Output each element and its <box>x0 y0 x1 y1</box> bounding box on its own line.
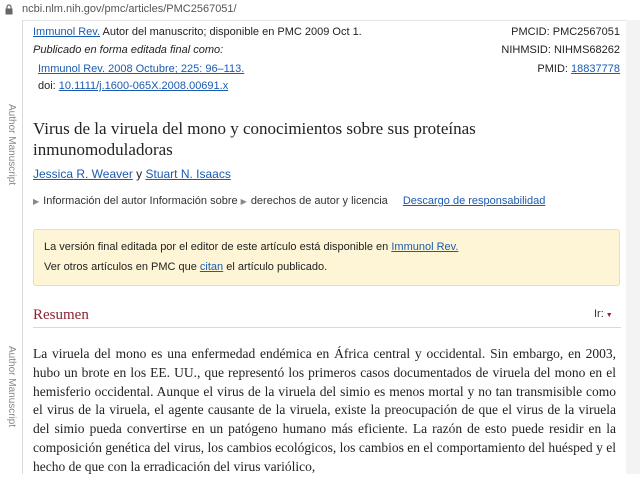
citation-link[interactable]: Immunol Rev. 2008 Octubre; 225: 96–113. <box>38 63 245 75</box>
authors <box>33 167 231 181</box>
article-title: Virus de la viruela del mono y conocimientos sobre sus proteínas inmunomoduladoras <box>33 119 476 159</box>
doi-label: doi: <box>38 80 59 92</box>
goto-label[interactable]: Ir: <box>594 308 604 320</box>
published-label: Publicado en forma editada final como: <box>33 44 224 56</box>
url-text[interactable]: ncbi.nlm.nih.gov/pmc/articles/PMC2567051/ <box>22 3 237 15</box>
sidebar <box>0 20 22 474</box>
author-link[interactable]: Jessica R. Weaver <box>33 167 133 181</box>
notice-text: Ver otros artículos en PMC que <box>44 261 200 273</box>
section-divider <box>33 327 621 328</box>
section-title: Resumen <box>33 307 89 323</box>
manuscript-text: Autor del manuscrito; disponible en PMC 2009 Oct 1. <box>100 26 362 38</box>
manuscript-line <box>33 26 362 38</box>
article-info-links <box>33 195 545 207</box>
author-separator: y <box>132 167 146 181</box>
doi-link[interactable]: 10.1111/j.1600-065X.2008.00691.x <box>58 80 229 92</box>
goto-menu[interactable] <box>594 308 613 320</box>
sidebar-divider <box>22 20 23 474</box>
scrollbar[interactable] <box>626 20 640 474</box>
pmcid: PMCID: PMC2567051 <box>511 26 620 38</box>
disclaimer-link[interactable]: Descargo de responsabilidad <box>402 195 546 207</box>
info-about-text: Información sobre <box>146 195 241 207</box>
author-link[interactable]: Stuart N. Isaacs <box>145 167 231 181</box>
lock-icon <box>5 4 13 15</box>
address-bar[interactable] <box>0 0 640 21</box>
triangle-right-icon: ▶ <box>240 197 247 206</box>
notice-text: el artículo publicado. <box>223 261 328 273</box>
triangle-right-icon: ▶ <box>33 197 40 206</box>
notice-text: La versión final editada por el editor de este artículo está disponible en <box>44 241 392 253</box>
triangle-down-icon: ▼ <box>605 312 613 319</box>
cited-by-link[interactable]: citan <box>199 261 224 273</box>
nihmsid: NIHMSID: NIHMS68262 <box>501 44 620 56</box>
publisher-notice <box>33 229 620 286</box>
copyright-toggle[interactable]: derechos de autor y licencia <box>250 195 388 207</box>
journal-link[interactable]: Immunol Rev. <box>391 241 459 253</box>
notice-line-1 <box>44 241 458 253</box>
author-manuscript-label: Author Manuscript <box>6 346 17 428</box>
doi-line <box>38 80 228 92</box>
author-info-toggle[interactable]: Información del autor <box>43 195 147 207</box>
pmid-line <box>537 63 620 75</box>
pmid-link[interactable]: 18837778 <box>571 63 620 75</box>
author-manuscript-label: Author Manuscript <box>6 104 17 186</box>
journal-link[interactable]: Immunol Rev. <box>33 26 101 38</box>
pmid-label: PMID: <box>537 63 572 75</box>
abstract-text: La viruela del mono es una enfermedad endémica en África central y occidental. Sin embargo, en 2003, hubo un brote en los EE. UU., que representó los primeros casos documentados de viruela del mono en el hemisferio occidental. Aunque el virus de la viruela del simio es menos mortal y no tan transmisible como el virus de la viruela, el agente causante de la viruela, existe la preocupación de que el virus de la viruela del simio pueda convertirse en un patógeno humano más eficiente. La razón de esto puede residir en la composición genética del virus, los cambios ecológicos, los cambios en el comportamiento del huésped y el hecho de que con la erradicación del virus variólico, <box>33 346 616 474</box>
notice-line-2 <box>44 261 327 273</box>
